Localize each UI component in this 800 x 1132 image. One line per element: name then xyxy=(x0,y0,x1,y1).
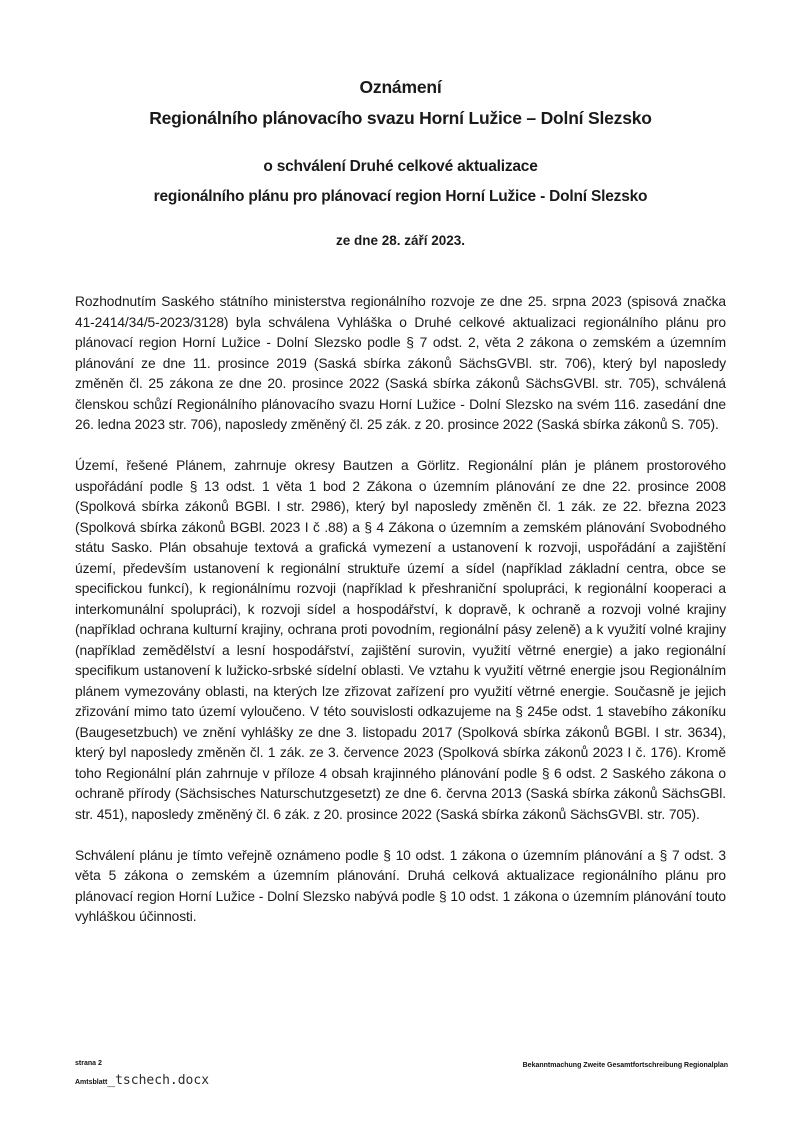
paragraph-1: Rozhodnutím Saského státního ministerstva regionálního rozvoje ze dne 25. srpna 2023 (spisová značka 41-2414/34/5-2023/3128) byla schválena Vyhláška o Druhé celkové aktualizaci regionálního plánu pro plánovací region Horní Lužice - Dolní Slezsko podle § 7 odst. 2, věta 2 zákona o zemském a územním plánování ze dne 11. prosince 2019 (Saská sbírka zákonů SächsGVBl. str. 706), který byl naposledy změněn čl. 25 zákona ze dne 20. prosince 2022 (Saská sbírka zákonů SächsGVBl. str. 705), schválená členskou schůzí Regionálního plánovacího svazu Horní Lužice - Dolní Slezsko na svém 116. zasedání dne 26. ledna 2023 str. 706), naposledy změněný čl. 25 zák. z 20. prosince 2022 (Saská sbírka zákonů S. 705). xyxy=(75,294,726,432)
page-number-label: strana 2 xyxy=(75,1060,102,1067)
subtitle-line-2: regionálního plánu pro plánovací region Horní Lužice - Dolní Slezsko xyxy=(153,188,648,205)
filename-suffix: _tschech.docx xyxy=(107,1073,210,1088)
title-line-2: Regionálního plánovacího svazu Horní Lužice – Dolní Slezsko xyxy=(149,108,652,128)
filename xyxy=(75,1071,209,1089)
filename-prefix: Amtsblatt xyxy=(75,1079,108,1086)
paragraph-3: Schválení plánu je tímto veřejně oznámeno podle § 10 odst. 1 zákona o územním plánování a § 7 odst. 3 věta 5 zákona o zemském a územním plánování. Druhá celková aktualizace regionálního plánu pro plánovací region Horní Lužice - Dolní Slezsko nabývá podle § 10 odst. 1 zákona o územním plánování touto vyhláškou účinnosti. xyxy=(75,847,726,924)
date-line: ze dne 28. září 2023. xyxy=(335,233,466,248)
title-line-1: Oznámení xyxy=(359,77,442,97)
footer-right-text: Bekanntmachung Zweite Gesamtfortschreibung Regionalplan xyxy=(522,1062,728,1069)
paragraph-2: Území, řešené Plánem, zahrnuje okresy Bautzen a Görlitz. Regionální plán je plánem prostorového uspořádání podle § 13 odst. 1 věta 1 bod 2 Zákona o územním plánování ze dne 22. prosince 2008 (Spolková sbírka zákonů BGBl. I str. 2986), který byl naposledy změněn čl. 1 zák. ze 22. března 2023 (Spolková sbírka zákonů BGBl. 2023 I č .88) a § 4 Zákona o územním a zemském plánování Svobodného státu Sasko. Plán obsahuje textová a grafická vymezení a ustanovení k rozvoji, uspořádání a zajištění území, především ustanovení k regionální struktuře území a sídel (například základní centra, obce se specifickou funkcí), k regionálnímu rozvoji (například k přeshraniční spolupráci, k regionální kooperaci a interkomunální spolupráci), k rozvoji sídel a hospodářství, k dopravě, k ochraně a rozvoji volné krajiny (například ochrana kulturní krajiny, ochrana proti povodním, regionální pásy zeleně) a k využití volné krajiny (například zemědělství a lesní hospodářství, zajištění surovin, využití větrné energie) a jako regionální specifikum ustanovení k lužicko-srbské sídelní oblasti. Ve vztahu k využití větrné energie jsou Regionálním plánem vymezovány oblasti, na kterých lze zřizovat zařízení pro využití větrné energie. Současně je jejich zřizování mimo tato území vyloučeno. V této souvislosti odkazujeme na § 245e odst. 1 stavebího zákoníku (Baugesetzbuch) ve znění vyhlášky ze dne 3. listopadu 2017 (Spolková sbírka zákonů BGBl. I str. 3634), který byl naposledy změněn čl. 1 zák. ze 3. července 2023 (Spolková sbírka zákonů 2023 I č. 176). Kromě toho Regionální plán zahrnuje v příloze 4 obsah krajinného plánování podle § 6 odst. 2 Saského zákona o ochraně přírody (Sächsisches Naturschutzgesetzt) ze dne 6. června 2013 (Saská sbírka zákonů SächsGBl. str. 451), naposledy změněný čl. 6 zák. z 20. prosince 2022 (Saská sbírka zákonů SächsGVBl. str. 705). xyxy=(75,458,726,822)
document-body xyxy=(75,292,726,948)
footer-left xyxy=(75,1060,209,1089)
document-heading xyxy=(75,72,726,256)
subtitle-line-1: o schválení Druhé celkové aktualizace xyxy=(263,158,538,175)
